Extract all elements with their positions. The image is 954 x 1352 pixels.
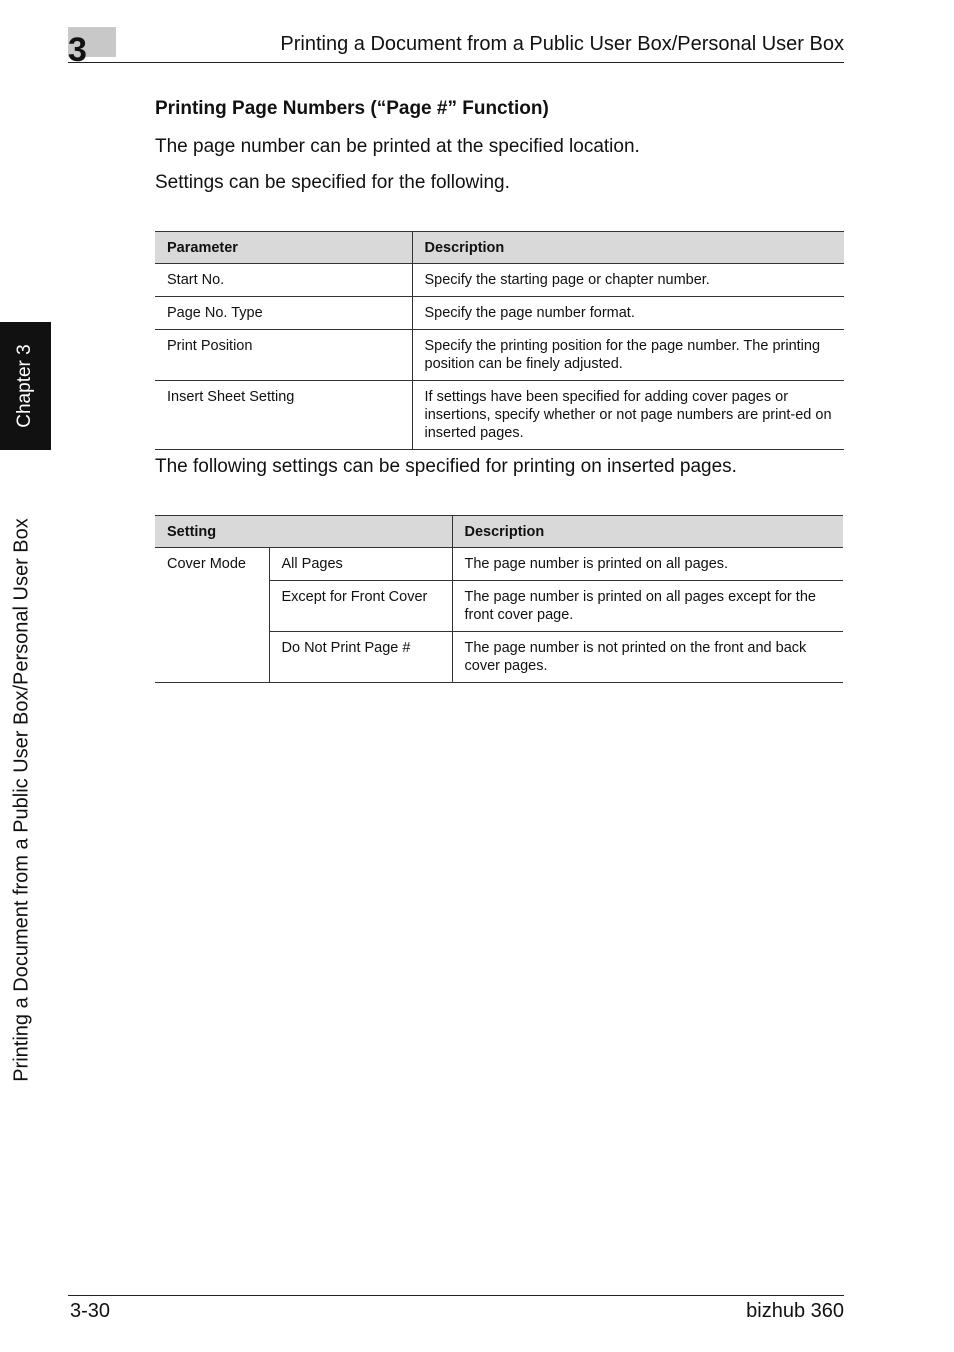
page-number: 3-30 xyxy=(70,1300,111,1322)
description-cell: If settings have been specified for adding cover pages or insertions, specify whether or not page numbers are print-ed on inserted pages. xyxy=(412,381,844,450)
parameter-cell: Print Position xyxy=(155,330,412,381)
header-rule xyxy=(68,62,844,63)
chapter-number: 3 xyxy=(68,31,87,69)
table-row xyxy=(155,548,843,581)
parameter-cell: Page No. Type xyxy=(155,297,412,330)
section-heading: Printing Page Numbers (“Page #” Function) xyxy=(155,98,549,119)
column-header-description: Description xyxy=(412,232,844,264)
inserted-pages-paragraph: The following settings can be specified for printing on inserted pages. xyxy=(155,456,737,477)
table-row xyxy=(155,264,844,297)
table-row xyxy=(155,297,844,330)
intro-paragraph: The page number can be printed at the specified location. xyxy=(155,136,640,157)
description-cell: Specify the starting page or chapter number. xyxy=(412,264,844,297)
setting-option-cell: All Pages xyxy=(269,548,452,581)
running-header-title: Printing a Document from a Public User Box/Personal User Box xyxy=(280,33,844,55)
description-cell: Specify the printing position for the page number. The printing position can be finely adjusted. xyxy=(412,330,844,381)
table-row xyxy=(155,381,844,450)
parameter-cell: Insert Sheet Setting xyxy=(155,381,412,450)
table-header-row xyxy=(155,232,844,264)
cover-mode-cell: Cover Mode xyxy=(155,548,269,683)
description-cell: The page number is printed on all pages. xyxy=(452,548,843,581)
column-header-description: Description xyxy=(452,516,843,548)
settings-intro-paragraph: Settings can be specified for the following. xyxy=(155,172,510,193)
parameter-cell: Start No. xyxy=(155,264,412,297)
table-row xyxy=(155,330,844,381)
parameter-table xyxy=(155,231,844,450)
side-section-label: Printing a Document from a Public User Box/Personal User Box xyxy=(10,518,33,1082)
description-cell: The page number is printed on all pages except for the front cover page. xyxy=(452,581,843,632)
footer-rule xyxy=(68,1295,844,1296)
table-header-row xyxy=(155,516,843,548)
setting-option-cell: Except for Front Cover xyxy=(269,581,452,632)
cover-mode-table xyxy=(155,515,843,683)
description-cell: Specify the page number format. xyxy=(412,297,844,330)
setting-option-cell: Do Not Print Page # xyxy=(269,632,452,683)
column-header-setting: Setting xyxy=(155,516,452,548)
product-name: bizhub 360 xyxy=(746,1300,844,1322)
description-cell: The page number is not printed on the front and back cover pages. xyxy=(452,632,843,683)
column-header-parameter: Parameter xyxy=(155,232,412,264)
side-chapter-label: Chapter 3 xyxy=(14,344,35,428)
